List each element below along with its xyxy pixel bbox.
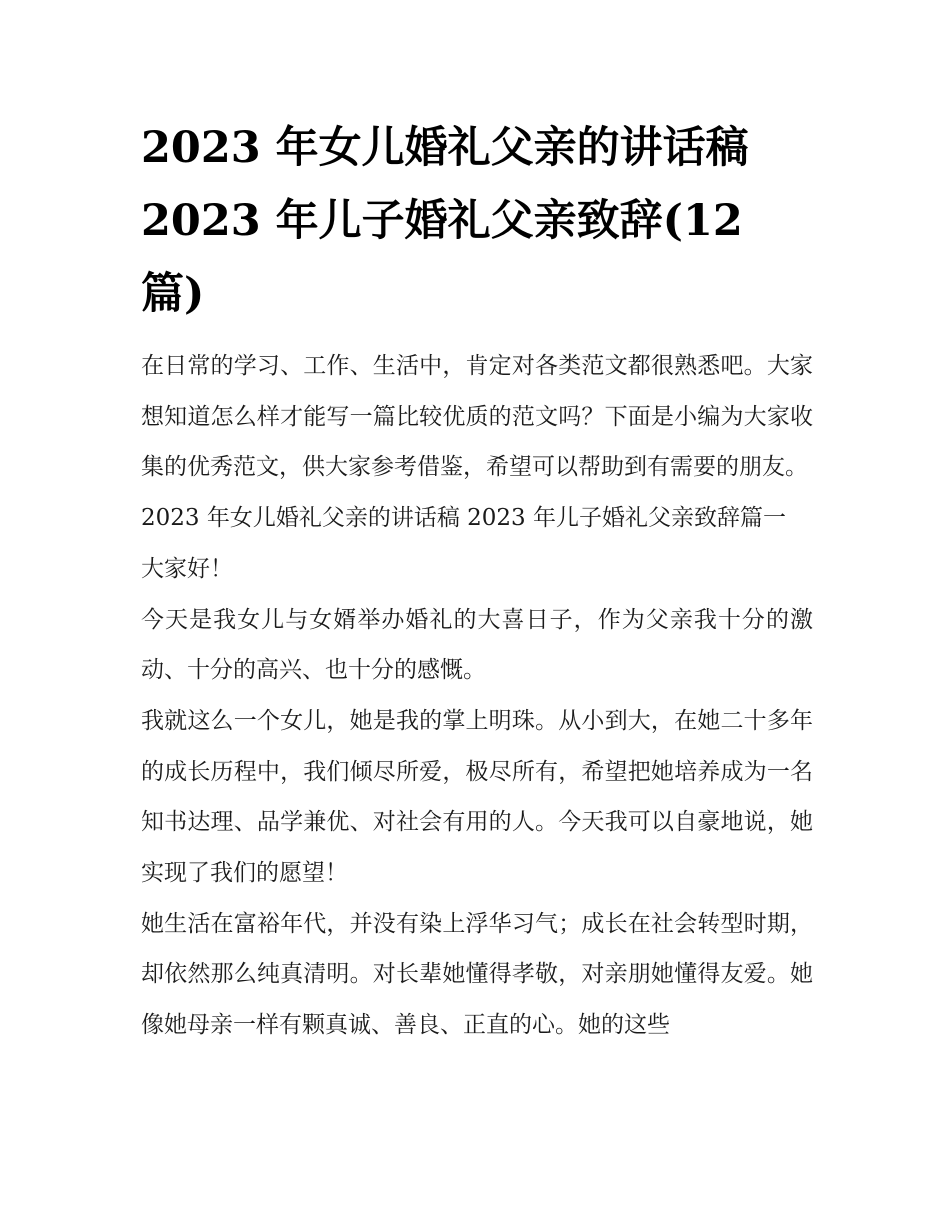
title-line-1: 2023 年女儿婚礼父亲的讲话稿 xyxy=(141,123,749,173)
paragraph-body-3: 她生活在富裕年代，并没有染上浮华习气；成长在社会转型时期，却依然那么纯真清明。对长辈她懂得孝敬，对亲朋她懂得友爱。她像她母亲一样有颗真诚、善良、正直的心。她的这些 xyxy=(141,910,813,1039)
paragraph-body-2: 我就这么一个女儿，她是我的掌上明珠。从小到大，在她二十多年的成长历程中，我们倾尽所爱，极尽所有，希望把她培养成为一名知书达理、品学兼优、对社会有用的人。今天我可以自豪地说，她实现了我们的愿望！ xyxy=(141,707,813,887)
document-content xyxy=(141,112,813,1051)
paragraph-body-1: 今天是我女儿与女婿举办婚礼的大喜日子，作为父亲我十分的激动、十分的高兴、也十分的感慨。 xyxy=(141,606,813,684)
paragraph-intro: 在日常的学习、工作、生活中，肯定对各类范文都很熟悉吧。大家想知道怎么样才能写一篇比较优质的范文吗？下面是小编为大家收集的优秀范文，供大家参考借鉴，希望可以帮助到有需要的朋友。 xyxy=(141,353,813,481)
paragraph-greeting: 大家好！ xyxy=(141,555,233,582)
title-line-3: 篇) xyxy=(141,269,205,319)
title-line-2: 2023 年儿子婚礼父亲致辞(12 xyxy=(141,196,743,246)
document-title xyxy=(141,112,813,331)
document-body xyxy=(141,341,813,1051)
paragraph-section-heading: 2023 年女儿婚礼父亲的讲话稿 2023 年儿子婚礼父亲致辞篇一 xyxy=(141,505,786,532)
